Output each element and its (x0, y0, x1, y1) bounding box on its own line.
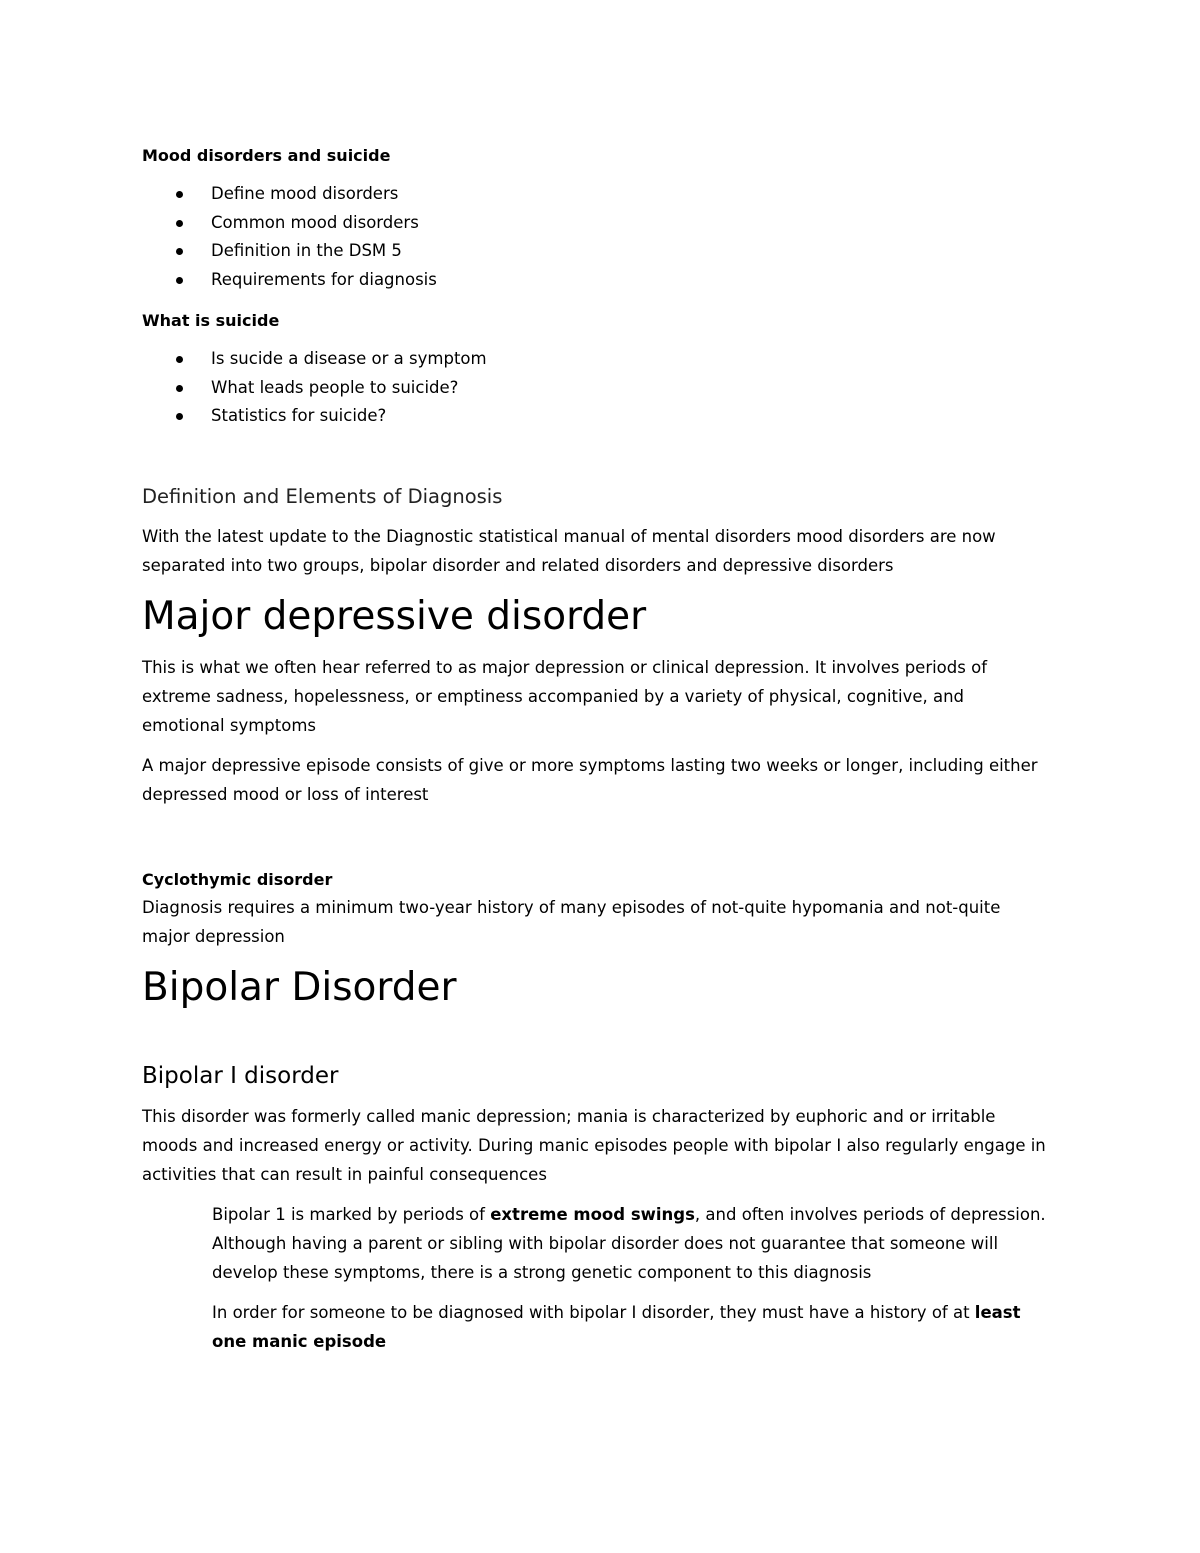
list-item (142, 180, 1050, 209)
bold-text-run: extreme mood swings (490, 1205, 695, 1225)
list-item-text: Common mood disorders (211, 212, 419, 232)
definition-paragraph: With the latest update to the Diagnostic statistical manual of mental disorders mood disorders are now separated into two groups, bipolar disorder and related disorders and depressive disorders (142, 526, 996, 575)
mdd-heading: Major depressive disorder (142, 594, 647, 640)
bold-text-run: least one manic episode (212, 1303, 1021, 1352)
list-item (142, 237, 1050, 266)
list-item-text: Define mood disorders (211, 184, 399, 203)
list-item (142, 209, 1050, 238)
bullet-icon (176, 277, 183, 284)
bipolar-indent-paragraph-1 (142, 1201, 1050, 1287)
bipolar-i-paragraph: This disorder was formerly called manic depression; mania is characterized by euphoric and or irritable moods and increased energy or activity. During manic episodes people with bipolar I also regularly engage in activities that can result in painful consequences (142, 1107, 1046, 1184)
bipolar-i-heading: Bipolar I disorder (142, 1063, 339, 1090)
text-run: In order for someone to be diagnosed with bipolar I disorder, they must have a history of at (212, 1303, 975, 1323)
cyclothymic-paragraph: Diagnosis requires a minimum two-year history of many episodes of not-quite hypomania and not-quite major depression (142, 897, 1001, 946)
list-item (142, 345, 1050, 374)
list-item (142, 266, 1050, 295)
mood-disorders-list (142, 180, 1050, 295)
bullet-icon (176, 248, 183, 255)
cyclothymic-heading: Cyclothymic disorder (142, 869, 333, 889)
section-heading-mood-disorders: Mood disorders and suicide (142, 146, 391, 165)
list-item-text: Is sucide a disease or a symptom (211, 348, 487, 368)
mdd-paragraph-1: This is what we often hear referred to as major depression or clinical depression. It involves periods of extreme sadness, hopelessness, or emptiness accompanied by a variety of physical, cognitive, and emotional symptoms (142, 658, 987, 735)
list-item-text: Requirements for diagnosis (211, 270, 437, 290)
bullet-icon (176, 385, 183, 392)
bullet-icon (176, 356, 183, 363)
bullet-icon (176, 220, 183, 227)
bipolar-heading: Bipolar Disorder (142, 965, 457, 1011)
text-run: Bipolar 1 is marked by periods of (212, 1205, 491, 1225)
list-item (142, 402, 1050, 431)
list-item-text: Statistics for suicide? (211, 406, 387, 426)
list-item-text: What leads people to suicide? (211, 377, 459, 397)
definition-heading: Definition and Elements of Diagnosis (142, 484, 503, 508)
bullet-icon (176, 191, 183, 198)
mdd-paragraph-2: A major depressive episode consists of give or more symptoms lasting two weeks or longer, including either depressed mood or loss of interest (142, 756, 1038, 805)
section-heading-what-is-suicide: What is suicide (142, 310, 280, 330)
bullet-icon (176, 413, 183, 420)
suicide-list (142, 345, 1050, 431)
list-item (142, 374, 1050, 403)
list-item-text: Definition in the DSM 5 (211, 241, 402, 261)
bipolar-indent-paragraph-2 (142, 1299, 1050, 1356)
text-run: , and often involves periods of depression. Although having a parent or sibling with bipolar disorder does not guarantee that someone will develop these symptoms, there is a strong genetic component to this diagnosis (212, 1205, 1046, 1282)
